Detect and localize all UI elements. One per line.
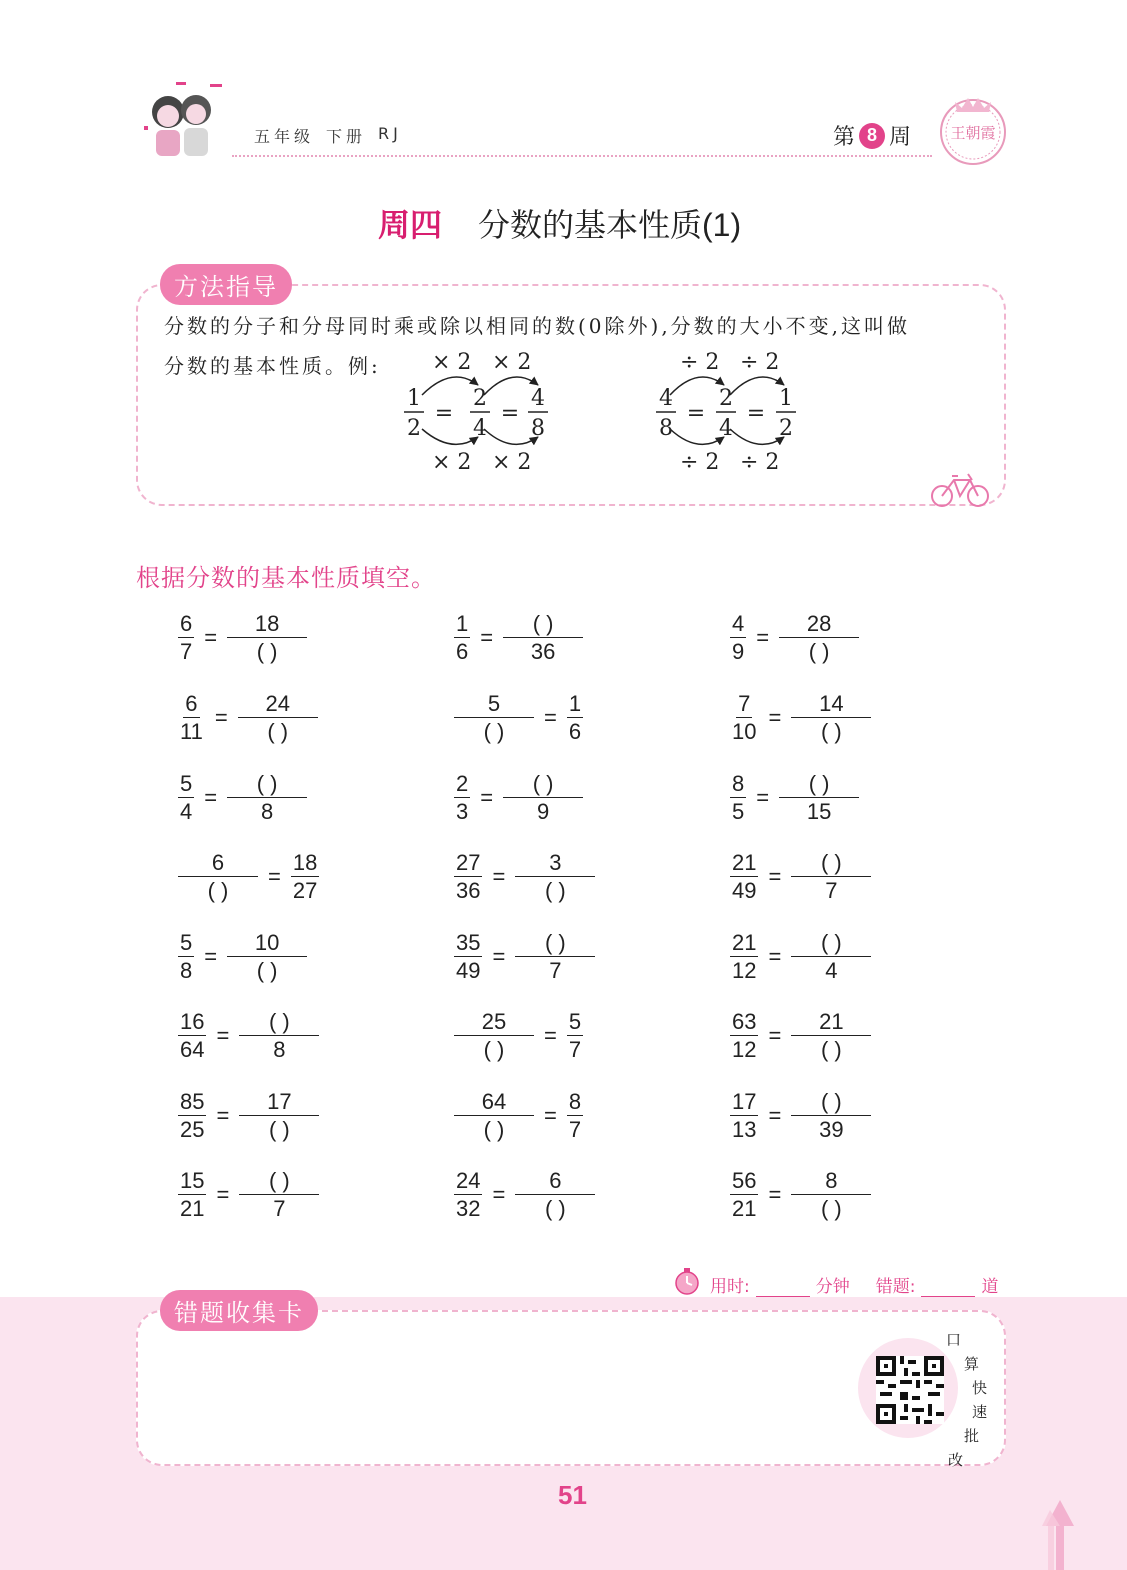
fraction-problem bbox=[454, 610, 583, 665]
left-fraction bbox=[178, 1088, 206, 1143]
ex2-frac1-num: 4 bbox=[659, 386, 673, 411]
denominator: 7 bbox=[273, 1196, 286, 1221]
denominator: 10 bbox=[732, 719, 757, 744]
grade-label bbox=[254, 124, 402, 147]
numerator: 3 bbox=[515, 849, 595, 877]
equals-sign: = bbox=[204, 943, 218, 969]
right-fraction bbox=[567, 1088, 583, 1143]
numerator: 5 bbox=[180, 771, 193, 796]
fraction-problem bbox=[178, 690, 318, 745]
equals-sign: = bbox=[756, 784, 770, 810]
answer-blank[interactable]: ( ) bbox=[544, 1196, 566, 1221]
fraction-problem bbox=[730, 770, 859, 825]
denominator: 8 bbox=[260, 799, 274, 824]
numerator: 7 bbox=[738, 691, 751, 716]
week-prefix: 第 bbox=[833, 124, 856, 149]
numerator: 5 bbox=[454, 690, 534, 718]
answer-blank[interactable]: ( ) bbox=[483, 1037, 505, 1062]
equals-sign: = bbox=[204, 784, 218, 810]
fraction-problem bbox=[454, 690, 583, 745]
fraction-problem bbox=[178, 610, 307, 665]
denominator: 11 bbox=[180, 719, 203, 744]
answer-blank[interactable]: ( ) bbox=[483, 1117, 505, 1142]
numerator: 18 bbox=[292, 850, 318, 875]
ex1-top-op-2: × 2 bbox=[492, 350, 532, 375]
answer-blank[interactable]: ( ) bbox=[483, 719, 505, 744]
example-multiply bbox=[404, 350, 548, 475]
example-diagram bbox=[390, 345, 830, 480]
ex1-frac2-den: 4 bbox=[473, 416, 487, 441]
ex2-frac3-num: 1 bbox=[779, 386, 793, 411]
fraction-problem bbox=[730, 1088, 871, 1143]
right-fraction bbox=[791, 1167, 871, 1222]
equals-sign: = bbox=[268, 863, 281, 889]
equals-sign: = bbox=[768, 1181, 782, 1207]
denominator: 15 bbox=[806, 799, 832, 824]
right-fraction bbox=[239, 1088, 319, 1143]
right-fraction bbox=[567, 1008, 583, 1063]
answer-blank[interactable]: ( ) bbox=[267, 719, 289, 744]
time-blank[interactable] bbox=[756, 1272, 810, 1297]
left-fraction bbox=[178, 1167, 206, 1222]
title-day: 周四 bbox=[378, 207, 443, 243]
right-fraction bbox=[791, 1088, 871, 1143]
numerator: 35 bbox=[456, 930, 481, 955]
numerator: 16 bbox=[180, 1009, 205, 1034]
right-fraction bbox=[515, 929, 595, 984]
page-number: 51 bbox=[558, 1480, 587, 1510]
qr-caption-char: 快 bbox=[972, 1379, 988, 1397]
answer-blank[interactable]: ( ) bbox=[544, 878, 566, 903]
error-label: 错题: bbox=[875, 1277, 916, 1297]
right-fraction bbox=[791, 849, 871, 904]
page-title bbox=[378, 200, 741, 246]
left-fraction bbox=[178, 929, 194, 984]
numerator: 24 bbox=[238, 690, 318, 718]
ex2-top-op-1: ÷ 2 bbox=[680, 350, 720, 375]
ex1-frac2-num: 2 bbox=[473, 386, 487, 411]
denominator: 9 bbox=[732, 639, 745, 664]
fraction-problem bbox=[454, 1088, 583, 1143]
equals-sign: = bbox=[768, 1102, 782, 1128]
denominator: 7 bbox=[825, 878, 838, 903]
ex2-frac2-num: 2 bbox=[719, 386, 733, 411]
ex1-eq-2: = bbox=[500, 401, 520, 426]
fraction-problem bbox=[454, 1008, 583, 1063]
equals-sign: = bbox=[216, 1022, 230, 1048]
left-fraction bbox=[178, 849, 258, 904]
answer-blank[interactable]: ( ) bbox=[503, 770, 583, 798]
time-unit: 分钟 bbox=[815, 1277, 850, 1297]
equals-sign: = bbox=[492, 1181, 506, 1207]
title-topic: 分数的基本性质(1) bbox=[478, 207, 742, 243]
left-fraction bbox=[730, 849, 758, 904]
right-fraction bbox=[239, 1167, 319, 1222]
denominator: 27 bbox=[292, 878, 318, 903]
numerator: 63 bbox=[732, 1009, 757, 1034]
brand-stamp-logo bbox=[935, 92, 1011, 168]
left-fraction bbox=[454, 929, 482, 984]
left-fraction bbox=[454, 770, 470, 825]
denominator: 9 bbox=[536, 799, 550, 824]
qr-caption-char: 速 bbox=[972, 1403, 988, 1421]
left-fraction bbox=[454, 690, 534, 745]
error-card-label: 错题收集卡 bbox=[160, 1290, 318, 1331]
left-fraction bbox=[730, 1167, 758, 1222]
ex2-bottom-op-1: ÷ 2 bbox=[680, 450, 720, 475]
answer-blank[interactable]: ( ) bbox=[515, 929, 595, 957]
volume-item: 下册 bbox=[326, 127, 367, 146]
answer-blank[interactable]: ( ) bbox=[779, 770, 859, 798]
right-fraction bbox=[503, 610, 583, 665]
right-fraction bbox=[503, 770, 583, 825]
numerator: 24 bbox=[456, 1168, 481, 1193]
answer-blank[interactable]: ( ) bbox=[268, 1117, 290, 1142]
answer-blank[interactable]: ( ) bbox=[808, 639, 830, 664]
denominator: 8 bbox=[180, 958, 193, 983]
left-fraction bbox=[178, 770, 194, 825]
numerator: 85 bbox=[180, 1089, 205, 1114]
numerator: 8 bbox=[568, 1089, 582, 1114]
left-fraction bbox=[454, 849, 482, 904]
numerator: 15 bbox=[180, 1168, 205, 1193]
ex1-frac3-num: 4 bbox=[531, 386, 545, 411]
equals-sign: = bbox=[768, 943, 782, 969]
answer-blank[interactable]: ( ) bbox=[503, 610, 583, 638]
equals-sign: = bbox=[492, 943, 506, 969]
fraction-problem bbox=[454, 1167, 595, 1222]
numerator: 17 bbox=[239, 1088, 319, 1116]
stamp-text: 王朝霞 bbox=[950, 124, 996, 142]
numerator: 14 bbox=[791, 690, 871, 718]
denominator: 7 bbox=[180, 639, 193, 664]
answer-blank[interactable]: ( ) bbox=[207, 878, 229, 903]
week-indicator bbox=[833, 120, 911, 151]
example-divide bbox=[656, 350, 796, 475]
method-line-1: 分数的分子和分母同时乘或除以相同的数(0除外),分数的大小不变,这叫做 bbox=[164, 314, 911, 338]
qr-caption bbox=[946, 1328, 990, 1472]
qr-caption-char: 算 bbox=[964, 1355, 980, 1373]
left-fraction bbox=[454, 1167, 482, 1222]
numerator: 28 bbox=[779, 610, 859, 638]
error-blank[interactable] bbox=[921, 1272, 975, 1297]
right-fraction bbox=[791, 929, 871, 984]
ex1-bottom-op-2: × 2 bbox=[492, 450, 532, 475]
numerator: 17 bbox=[732, 1089, 757, 1114]
right-fraction bbox=[291, 849, 319, 904]
numerator: 6 bbox=[185, 691, 198, 716]
time-record-row bbox=[710, 1272, 998, 1297]
denominator: 36 bbox=[530, 639, 556, 664]
equals-sign: = bbox=[214, 704, 228, 730]
fraction-problem bbox=[178, 1008, 319, 1063]
fraction-problem bbox=[454, 849, 595, 904]
right-fraction bbox=[238, 690, 318, 745]
ex1-top-op-1: × 2 bbox=[432, 350, 472, 375]
denominator: 39 bbox=[819, 1117, 844, 1142]
ex1-frac3-den: 8 bbox=[531, 416, 545, 441]
up-arrow-decoration bbox=[1040, 1496, 1080, 1570]
numerator: 2 bbox=[456, 771, 469, 796]
time-label: 用时: bbox=[710, 1277, 750, 1297]
fraction-problem bbox=[178, 1167, 319, 1222]
denominator: 49 bbox=[456, 958, 481, 983]
fraction-problem bbox=[730, 690, 871, 745]
ex2-frac3-den: 2 bbox=[779, 416, 793, 441]
left-fraction bbox=[454, 610, 470, 665]
ex1-frac1-num: 1 bbox=[407, 386, 421, 411]
denominator: 6 bbox=[568, 719, 582, 744]
equals-sign: = bbox=[216, 1102, 230, 1128]
equals-sign: = bbox=[768, 863, 782, 889]
denominator: 7 bbox=[549, 958, 562, 983]
numerator: 1 bbox=[456, 611, 469, 636]
equals-sign: = bbox=[480, 624, 494, 650]
equals-sign: = bbox=[216, 1181, 230, 1207]
right-fraction bbox=[779, 610, 859, 665]
numerator: 8 bbox=[791, 1167, 871, 1195]
equals-sign: = bbox=[544, 704, 557, 730]
edition-item: RJ bbox=[378, 124, 402, 143]
left-fraction bbox=[178, 690, 205, 745]
numerator: 56 bbox=[732, 1168, 757, 1193]
equals-sign: = bbox=[544, 1102, 557, 1128]
left-fraction bbox=[730, 690, 758, 745]
equals-sign: = bbox=[204, 624, 218, 650]
denominator: 32 bbox=[456, 1196, 481, 1221]
left-fraction bbox=[730, 1088, 758, 1143]
equals-sign: = bbox=[768, 1022, 782, 1048]
ex1-frac1-den: 2 bbox=[407, 416, 421, 441]
left-fraction bbox=[178, 1008, 206, 1063]
denominator: 21 bbox=[180, 1196, 205, 1221]
equals-sign: = bbox=[492, 863, 506, 889]
denominator: 8 bbox=[273, 1037, 286, 1062]
answer-blank[interactable]: ( ) bbox=[791, 849, 871, 877]
right-fraction bbox=[227, 929, 307, 984]
week-number-badge: 8 bbox=[859, 123, 885, 149]
denominator: 3 bbox=[456, 799, 469, 824]
fraction-problem bbox=[178, 770, 307, 825]
fraction-problem bbox=[730, 610, 859, 665]
ex2-bottom-op-2: ÷ 2 bbox=[740, 450, 780, 475]
ex2-eq-2: = bbox=[746, 401, 766, 426]
left-fraction bbox=[454, 1088, 534, 1143]
answer-blank[interactable]: ( ) bbox=[256, 639, 278, 664]
denominator: 25 bbox=[180, 1117, 205, 1142]
numerator: 21 bbox=[732, 930, 757, 955]
fraction-problem bbox=[730, 1167, 871, 1222]
left-fraction bbox=[730, 610, 746, 665]
fraction-problem bbox=[178, 1088, 319, 1143]
numerator: 18 bbox=[227, 610, 307, 638]
left-fraction bbox=[730, 1008, 758, 1063]
denominator: 12 bbox=[732, 958, 757, 983]
answer-blank[interactable]: ( ) bbox=[791, 929, 871, 957]
numerator: 21 bbox=[732, 850, 757, 875]
ex2-frac2-den: 4 bbox=[719, 416, 733, 441]
error-unit: 道 bbox=[981, 1277, 999, 1297]
numerator: 64 bbox=[454, 1088, 534, 1116]
stopwatch-icon bbox=[672, 1266, 702, 1296]
denominator: 64 bbox=[180, 1037, 205, 1062]
equals-sign: = bbox=[544, 1022, 557, 1048]
fraction-problem bbox=[730, 1008, 871, 1063]
ex1-eq-1: = bbox=[434, 401, 454, 426]
right-fraction bbox=[515, 849, 595, 904]
fraction-problem bbox=[178, 929, 307, 984]
kids-illustration bbox=[140, 78, 232, 160]
numerator: 21 bbox=[791, 1008, 871, 1036]
denominator: 13 bbox=[732, 1117, 757, 1142]
numerator: 5 bbox=[568, 1009, 582, 1034]
denominator: 4 bbox=[180, 799, 193, 824]
right-fraction bbox=[239, 1008, 319, 1063]
left-fraction bbox=[730, 929, 758, 984]
right-fraction bbox=[227, 610, 307, 665]
equals-sign: = bbox=[756, 624, 770, 650]
ex2-eq-1: = bbox=[686, 401, 706, 426]
answer-blank[interactable]: ( ) bbox=[239, 1008, 319, 1036]
denominator: 12 bbox=[732, 1037, 757, 1062]
answer-blank[interactable]: ( ) bbox=[791, 1088, 871, 1116]
numerator: 6 bbox=[515, 1167, 595, 1195]
denominator: 5 bbox=[732, 799, 745, 824]
denominator: 7 bbox=[568, 1117, 582, 1142]
answer-blank[interactable]: ( ) bbox=[820, 719, 842, 744]
numerator: 25 bbox=[454, 1008, 534, 1036]
answer-blank[interactable]: ( ) bbox=[820, 1196, 842, 1221]
answer-blank[interactable]: ( ) bbox=[256, 958, 278, 983]
denominator: 7 bbox=[568, 1037, 582, 1062]
answer-blank[interactable]: ( ) bbox=[227, 770, 307, 798]
qr-caption-char: 口 bbox=[946, 1331, 962, 1349]
right-fraction bbox=[791, 690, 871, 745]
answer-blank[interactable]: ( ) bbox=[820, 1037, 842, 1062]
right-fraction bbox=[515, 1167, 595, 1222]
denominator: 4 bbox=[825, 958, 838, 983]
week-suffix: 周 bbox=[889, 124, 912, 149]
header-divider bbox=[232, 155, 932, 157]
numerator: 8 bbox=[732, 771, 745, 796]
qr-caption-char: 批 bbox=[964, 1427, 980, 1445]
fraction-problem bbox=[730, 929, 871, 984]
fraction-problem bbox=[454, 770, 583, 825]
denominator: 36 bbox=[456, 878, 481, 903]
right-fraction bbox=[791, 1008, 871, 1063]
numerator: 5 bbox=[180, 930, 193, 955]
ex2-frac1-den: 8 bbox=[659, 416, 673, 441]
denominator: 21 bbox=[732, 1196, 757, 1221]
left-fraction bbox=[178, 610, 194, 665]
answer-blank[interactable]: ( ) bbox=[239, 1167, 319, 1195]
fraction-problem bbox=[178, 849, 319, 904]
bicycle-icon bbox=[930, 468, 990, 508]
right-fraction bbox=[227, 770, 307, 825]
numerator: 1 bbox=[568, 691, 582, 716]
grade-item: 五年级 bbox=[254, 127, 315, 146]
method-guide-label: 方法指导 bbox=[160, 264, 292, 305]
denominator: 6 bbox=[456, 639, 469, 664]
ex2-top-op-2: ÷ 2 bbox=[740, 350, 780, 375]
left-fraction bbox=[730, 770, 746, 825]
left-fraction bbox=[454, 1008, 534, 1063]
denominator: 49 bbox=[732, 878, 757, 903]
qr-caption-char: 改 bbox=[948, 1451, 964, 1469]
equals-sign: = bbox=[768, 704, 782, 730]
numerator: 27 bbox=[456, 850, 481, 875]
equals-sign: = bbox=[480, 784, 494, 810]
exercise-instruction: 根据分数的基本性质填空。 bbox=[136, 565, 436, 592]
qr-code-icon[interactable] bbox=[876, 1356, 944, 1424]
right-fraction bbox=[567, 690, 583, 745]
ex1-bottom-op-1: × 2 bbox=[432, 450, 472, 475]
method-line-2: 分数的基本性质。例: bbox=[164, 354, 381, 378]
fraction-problem bbox=[730, 849, 871, 904]
fraction-problem bbox=[454, 929, 595, 984]
numerator: 4 bbox=[732, 611, 745, 636]
numerator: 6 bbox=[178, 849, 258, 877]
numerator: 6 bbox=[180, 611, 193, 636]
numerator: 10 bbox=[227, 929, 307, 957]
right-fraction bbox=[779, 770, 859, 825]
